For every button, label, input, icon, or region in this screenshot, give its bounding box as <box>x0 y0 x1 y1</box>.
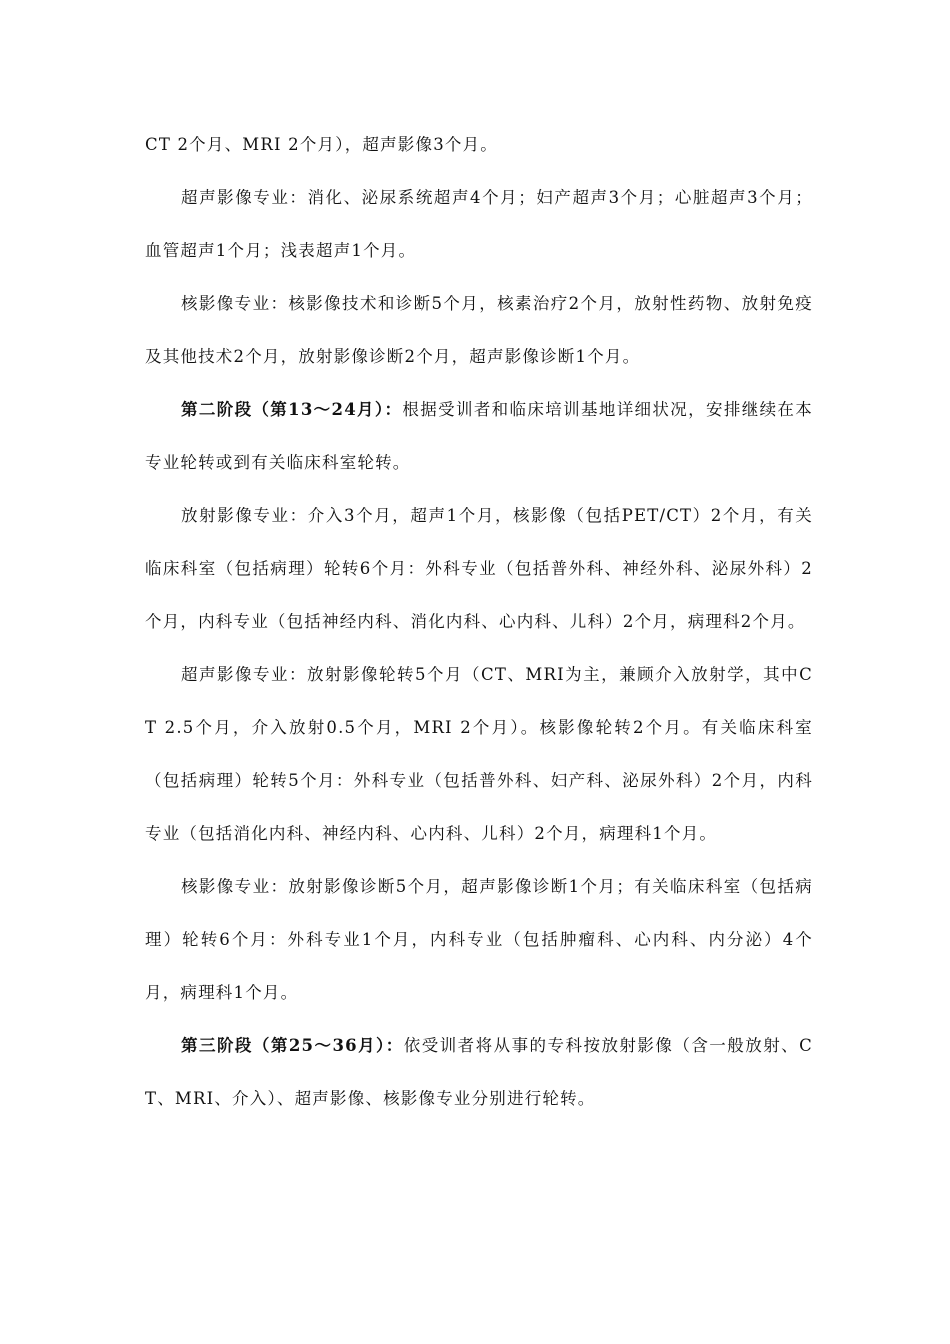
paragraph-stage-two-overview <box>145 383 813 489</box>
stage-two-heading: 第二阶段（第13～24月）： <box>181 400 403 419</box>
stage-three-heading: 第三阶段（第25～36月）： <box>181 1036 404 1055</box>
paragraph-text: 根据受训者和临床培训基地详细状况，安排继续在本专业轮转或到有关临床科室轮转。 <box>145 400 813 472</box>
paragraph-text: 超声影像专业：消化、泌尿系统超声4个月；妇产超声3个月；心脏超声3个月；血管超声1个月；浅表超声1个月。 <box>145 188 813 260</box>
paragraph-radiology-stage-two <box>145 489 813 648</box>
paragraph-text: 核影像专业：放射影像诊断5个月，超声影像诊断1个月；有关临床科室（包括病理）轮转6个月：外科专业1个月，内科专业（包括肿瘤科、心内科、内分泌）4个月，病理科1个月。 <box>145 877 813 1002</box>
document-body <box>145 118 813 1125</box>
paragraph-ct-mri-continuation <box>145 118 813 171</box>
paragraph-text: CT 2个月、MRI 2个月），超声影像3个月。 <box>145 135 498 154</box>
paragraph-stage-three <box>145 1019 813 1125</box>
paragraph-ultrasound-stage-one <box>145 171 813 277</box>
paragraph-ultrasound-stage-two <box>145 648 813 860</box>
paragraph-text: 放射影像专业：介入3个月，超声1个月，核影像（包括PET/CT）2个月，有关临床科室（包括病理）轮转6个月：外科专业（包括普外科、神经外科、泌尿外科）2个月，内科专业（包括神经内科、消化内科、心内科、儿科）2个月，病理科2个月。 <box>145 506 813 631</box>
paragraph-text: 超声影像专业：放射影像轮转5个月（CT、MRI为主，兼顾介入放射学，其中CT 2.5个月，介入放射0.5个月，MRI 2个月）。核影像轮转2个月。有关临床科室（包括病理）轮转5个月：外科专业（包括普外科、妇产科、泌尿外科）2个月，内科专业（包括消化内科、神经内科、心内科、儿科）2个月，病理科1个月。 <box>145 665 813 843</box>
paragraph-nuclear-stage-two <box>145 860 813 1019</box>
paragraph-text: 核影像专业：核影像技术和诊断5个月，核素治疗2个月，放射性药物、放射免疫及其他技术2个月，放射影像诊断2个月，超声影像诊断1个月。 <box>145 294 813 366</box>
paragraph-text: 依受训者将从事的专科按放射影像（含一般放射、CT、MRI、介入）、超声影像、核影像专业分别进行轮转。 <box>145 1036 813 1108</box>
paragraph-nuclear-stage-one <box>145 277 813 383</box>
